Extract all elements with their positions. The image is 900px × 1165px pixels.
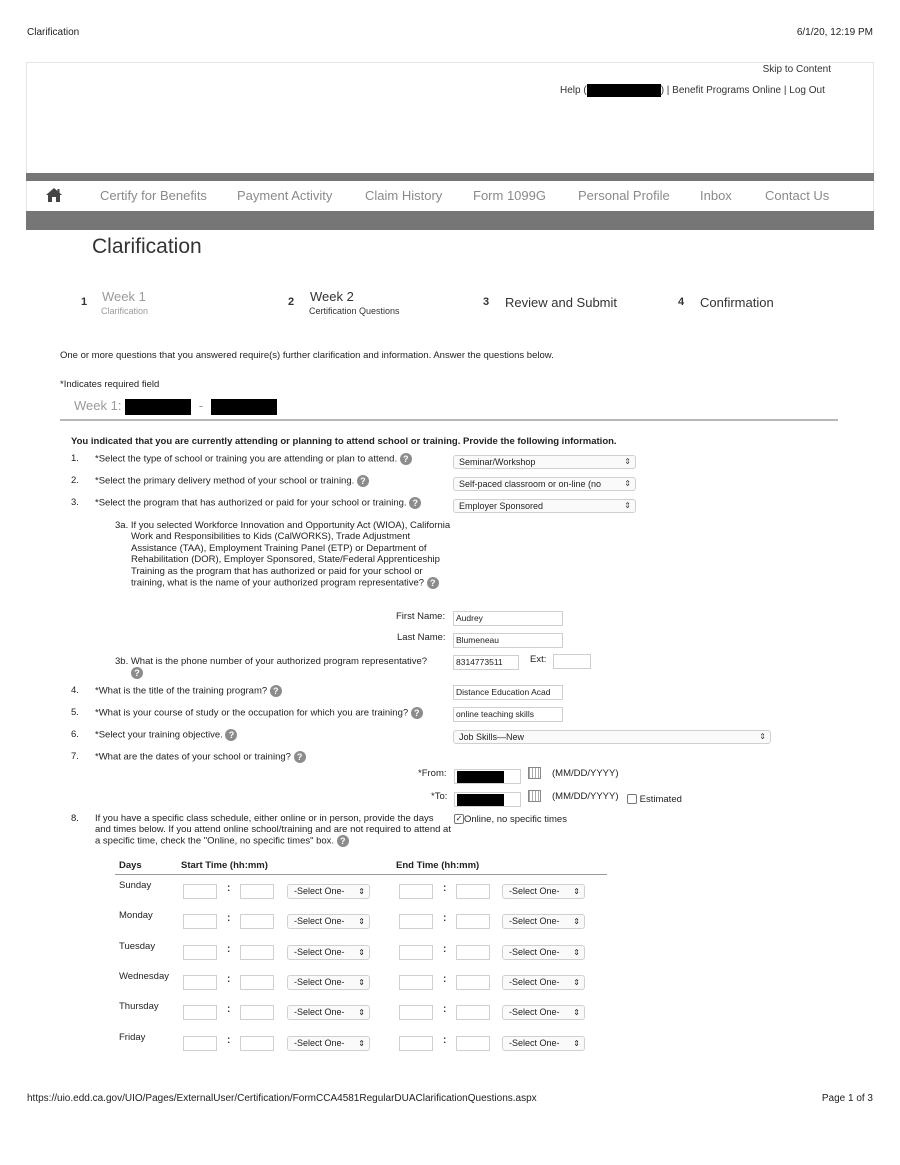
time-colon: : bbox=[227, 973, 231, 985]
chevron-updown-icon: ⇕ bbox=[358, 977, 365, 987]
chevron-updown-icon: ⇕ bbox=[573, 977, 580, 987]
end-time-header: End Time (hh:mm) bbox=[396, 860, 480, 871]
q3-select-value: Employer Sponsored bbox=[459, 501, 544, 511]
q2-text: *Select the primary delivery method of your school or training. bbox=[95, 475, 355, 487]
chevron-updown-icon: ⇕ bbox=[573, 1038, 580, 1048]
nav-claim-history[interactable]: Claim History bbox=[365, 188, 443, 203]
time-colon: : bbox=[227, 1004, 231, 1016]
select-value: -Select One- bbox=[294, 1037, 345, 1048]
q6-select-value: Job Skills—New bbox=[459, 732, 525, 742]
select-value: -Select One- bbox=[509, 1007, 560, 1018]
start-minute-input[interactable] bbox=[240, 914, 274, 929]
from-label: *From: bbox=[418, 768, 447, 779]
end-hour-input[interactable] bbox=[399, 884, 433, 899]
step-2-title: Week 2 bbox=[310, 289, 354, 304]
q7-text: *What are the dates of your school or training? bbox=[95, 751, 291, 763]
page-title: Clarification bbox=[92, 235, 202, 258]
select-value: -Select One- bbox=[509, 916, 560, 927]
start-hour-input[interactable] bbox=[183, 884, 217, 899]
calendar-icon[interactable] bbox=[528, 767, 541, 779]
start-ampm-select[interactable] bbox=[287, 914, 370, 929]
q8-number: 8. bbox=[71, 813, 79, 824]
q3a-text: 3a. If you selected Workforce Innovation and Opportunity Act (WIOA), California Work and Responsibilities to Kids (CalWORKS), Trade Adjustment Assistance (TAA), Employment Training Panel (ETP) or Department of Rehabilitation (DOR), Employer Sponsored, State/Federal Apprenticeship Training as the program that has authorized or paid for your school or training, what is the name of your authorized program representative? bbox=[115, 520, 451, 589]
from-date-input[interactable] bbox=[454, 769, 521, 784]
schedule-day-label: Friday bbox=[119, 1031, 146, 1043]
q6-text: *Select your training objective. bbox=[95, 729, 223, 741]
start-ampm-select[interactable] bbox=[287, 975, 370, 990]
chevron-updown-icon: ⇕ bbox=[573, 917, 580, 927]
select-value: -Select One- bbox=[294, 946, 345, 957]
help-icon[interactable]: ? bbox=[131, 667, 143, 679]
to-label: *To: bbox=[431, 791, 448, 802]
help-link-prefix[interactable]: Help ( bbox=[560, 85, 587, 97]
chevron-updown-icon: ⇕ bbox=[358, 887, 365, 896]
schedule-day-label: Wednesday bbox=[119, 970, 169, 982]
start-ampm-select[interactable] bbox=[287, 1005, 370, 1020]
nav-payment-activity[interactable]: Payment Activity bbox=[237, 188, 333, 203]
to-date-hint: (MM/DD/YYYY) bbox=[552, 791, 619, 802]
schedule-day-label: Sunday bbox=[119, 880, 152, 891]
print-header-title: Clarification bbox=[27, 27, 80, 38]
home-icon[interactable] bbox=[45, 187, 63, 208]
main-nav bbox=[26, 181, 874, 211]
time-colon: : bbox=[443, 1034, 447, 1046]
time-colon: : bbox=[227, 913, 231, 925]
chevron-updown-icon: ⇕ bbox=[358, 1038, 365, 1048]
help-icon[interactable]: ? bbox=[294, 751, 306, 763]
start-ampm-select[interactable] bbox=[287, 945, 370, 960]
select-value: -Select One- bbox=[294, 976, 345, 987]
table-header-rule bbox=[115, 874, 607, 875]
end-hour-input[interactable] bbox=[399, 945, 433, 960]
chevron-updown-icon: ⇕ bbox=[573, 947, 580, 957]
select-value: -Select One- bbox=[294, 916, 345, 927]
start-minute-input[interactable] bbox=[240, 884, 274, 899]
chevron-updown-icon: ⇕ bbox=[358, 917, 365, 927]
q1-number: 1. bbox=[71, 453, 79, 464]
help-icon[interactable]: ? bbox=[427, 577, 439, 589]
q2-select-value: Self-paced classroom or on-line (no bbox=[459, 479, 602, 489]
end-hour-input[interactable] bbox=[399, 1036, 433, 1051]
step-1-sub: Clarification bbox=[101, 306, 149, 316]
q2-number: 2. bbox=[71, 475, 79, 486]
q3b-text: 3b. What is the phone number of your authorized program representative? bbox=[115, 656, 428, 667]
chevron-updown-icon: ⇕ bbox=[573, 887, 580, 896]
select-value: -Select One- bbox=[294, 886, 345, 896]
redacted-block bbox=[587, 84, 661, 97]
nav-form-1099g[interactable]: Form 1099G bbox=[473, 188, 546, 203]
q3a-question bbox=[115, 520, 455, 589]
top-links bbox=[560, 84, 825, 97]
q3-program-select[interactable] bbox=[453, 499, 636, 513]
chevron-updown-icon: ⇕ bbox=[573, 1008, 580, 1018]
online-field bbox=[454, 814, 567, 825]
select-value: -Select One- bbox=[509, 946, 560, 957]
start-hour-input[interactable] bbox=[183, 945, 217, 960]
q3b-question bbox=[115, 656, 455, 679]
chevron-updown-icon: ⇕ bbox=[759, 732, 766, 741]
chevron-updown-icon: ⇕ bbox=[358, 1008, 365, 1018]
q3-question bbox=[95, 497, 421, 509]
end-minute-input[interactable] bbox=[456, 945, 490, 960]
q4-text: *What is the title of the training program? bbox=[95, 685, 268, 697]
program-title-input[interactable]: Distance Education Acad bbox=[453, 685, 563, 700]
step-4-title: Confirmation bbox=[700, 295, 774, 310]
end-minute-input[interactable] bbox=[456, 914, 490, 929]
chevron-updown-icon: ⇕ bbox=[624, 457, 631, 466]
redacted-block bbox=[457, 771, 504, 783]
step-2-number: 2 bbox=[288, 296, 295, 308]
skip-to-content-link[interactable]: Skip to Content bbox=[762, 64, 831, 75]
q8-question bbox=[95, 813, 451, 847]
help-icon[interactable]: ? bbox=[270, 685, 282, 697]
help-icon[interactable]: ? bbox=[411, 707, 423, 719]
print-footer-page: Page 1 of 3 bbox=[821, 1093, 873, 1104]
q7-number: 7. bbox=[71, 751, 79, 762]
print-footer-url: https://uio.edd.ca.gov/UIO/Pages/ExternalUser/Certification/FormCCA4581RegularDUAClarificationQuestions.aspx bbox=[27, 1093, 537, 1104]
end-minute-input[interactable] bbox=[456, 975, 490, 990]
time-colon: : bbox=[443, 913, 447, 925]
start-hour-input[interactable] bbox=[183, 975, 217, 990]
end-ampm-select[interactable] bbox=[502, 1036, 585, 1051]
q7-question bbox=[95, 751, 306, 763]
step-3-number: 3 bbox=[483, 296, 490, 308]
step-3-title: Review and Submit bbox=[505, 295, 617, 310]
help-icon[interactable]: ? bbox=[357, 475, 369, 487]
section-heading: You indicated that you are currently attending or planning to attend school or training. Provide the following information. bbox=[71, 436, 617, 447]
select-value: -Select One- bbox=[509, 1037, 560, 1048]
q1-select-value: Seminar/Workshop bbox=[459, 457, 536, 467]
week-range bbox=[74, 398, 277, 415]
start-minute-input[interactable] bbox=[240, 975, 274, 990]
end-minute-input[interactable] bbox=[456, 1036, 490, 1051]
q1-question bbox=[95, 453, 412, 465]
start-minute-input[interactable] bbox=[240, 945, 274, 960]
first-name-label: First Name: bbox=[396, 611, 446, 622]
start-minute-input[interactable] bbox=[240, 1005, 274, 1020]
required-note: *Indicates required field bbox=[60, 379, 160, 390]
help-icon[interactable]: ? bbox=[409, 497, 421, 509]
schedule-day-label: Monday bbox=[119, 910, 153, 922]
q4-number: 4. bbox=[71, 685, 79, 696]
print-header-datetime: 6/1/20, 12:19 PM bbox=[796, 27, 873, 38]
last-name-label: Last Name: bbox=[397, 632, 446, 643]
to-date-input[interactable] bbox=[454, 792, 521, 807]
nav-contact-us[interactable]: Contact Us bbox=[765, 188, 830, 203]
q4-question bbox=[95, 685, 282, 697]
online-no-specific-times-checkbox[interactable]: ✓ bbox=[455, 814, 463, 824]
start-minute-input[interactable] bbox=[240, 1036, 274, 1051]
end-minute-input[interactable] bbox=[456, 1005, 490, 1020]
help-icon[interactable]: ? bbox=[225, 729, 237, 741]
help-icon[interactable]: ? bbox=[400, 453, 412, 465]
time-colon: : bbox=[227, 1034, 231, 1046]
select-value: -Select One- bbox=[509, 976, 560, 987]
start-time-header: Start Time (hh:mm) bbox=[181, 860, 268, 871]
nav-personal-profile[interactable]: Personal Profile bbox=[578, 188, 670, 203]
time-colon: : bbox=[227, 883, 231, 894]
q1-school-type-select[interactable] bbox=[453, 455, 636, 469]
q8-text: If you have a specific class schedule, either online or in person, provide the days and times below. If you attend online school/training and are not required to attend at a specific time, check the "Online, no specific times" box. bbox=[95, 813, 451, 847]
step-4-number: 4 bbox=[678, 296, 685, 308]
last-name-input[interactable]: Blumeneau bbox=[453, 633, 563, 648]
chevron-updown-icon: ⇕ bbox=[624, 479, 631, 488]
rep-phone-input[interactable]: 8314773511 bbox=[453, 655, 519, 670]
days-header: Days bbox=[119, 860, 142, 871]
start-hour-input[interactable] bbox=[183, 1005, 217, 1020]
q5-number: 5. bbox=[71, 707, 79, 718]
q6-number: 6. bbox=[71, 729, 79, 740]
course-of-study-input[interactable]: online teaching skills bbox=[453, 707, 563, 722]
training-objective-select[interactable] bbox=[453, 730, 771, 744]
calendar-icon[interactable] bbox=[528, 790, 541, 802]
start-ampm-select[interactable] bbox=[287, 1036, 370, 1051]
intro-text: One or more questions that you answered require(s) further clarification and information. Answer the questions below. bbox=[60, 350, 554, 361]
q6-question bbox=[95, 729, 237, 741]
nav-certify-for-benefits[interactable]: Certify for Benefits bbox=[100, 188, 207, 203]
redacted-block bbox=[457, 794, 504, 806]
estimated-label: Estimated bbox=[639, 794, 682, 805]
redacted-block bbox=[211, 399, 277, 415]
select-value: -Select One- bbox=[294, 1007, 345, 1018]
q5-text: *What is your course of study or the occupation for which you are training? bbox=[95, 707, 409, 719]
time-colon: : bbox=[443, 883, 447, 894]
end-hour-input[interactable] bbox=[399, 914, 433, 929]
select-value: -Select One- bbox=[509, 886, 560, 896]
start-hour-input[interactable] bbox=[183, 914, 217, 929]
end-ampm-select[interactable] bbox=[502, 975, 585, 990]
nav-inbox[interactable]: Inbox bbox=[700, 188, 732, 203]
estimated-checkbox[interactable] bbox=[627, 794, 637, 804]
rep-ext-input[interactable] bbox=[553, 654, 591, 669]
q3-text: *Select the program that has authorized or paid for your school or training. bbox=[95, 497, 407, 509]
nav-bar-top-stripe bbox=[26, 173, 874, 181]
end-ampm-select[interactable] bbox=[502, 945, 585, 960]
start-hour-input[interactable] bbox=[183, 1036, 217, 1051]
q2-question bbox=[95, 475, 369, 487]
step-2-sub: Certification Questions bbox=[309, 306, 400, 316]
schedule-day-label: Thursday bbox=[119, 1001, 159, 1013]
ext-label: Ext: bbox=[530, 654, 547, 665]
divider bbox=[60, 419, 838, 421]
account-links[interactable]: ) | Benefit Programs Online | Log Out bbox=[660, 85, 825, 97]
end-ampm-select[interactable] bbox=[502, 914, 585, 929]
chevron-updown-icon: ⇕ bbox=[624, 501, 631, 510]
end-minute-input[interactable] bbox=[456, 884, 490, 899]
step-1-title: Week 1 bbox=[102, 289, 146, 304]
start-ampm-select[interactable] bbox=[287, 884, 370, 899]
first-name-input[interactable]: Audrey bbox=[453, 611, 563, 626]
online-label: Online, no specific times bbox=[464, 814, 567, 825]
q5-question bbox=[95, 707, 423, 719]
schedule-day-label: Tuesday bbox=[119, 940, 156, 952]
time-colon: : bbox=[443, 973, 447, 985]
q3-number: 3. bbox=[71, 497, 79, 508]
end-ampm-select[interactable] bbox=[502, 1005, 585, 1020]
week-dash: - bbox=[198, 398, 204, 413]
end-hour-input[interactable] bbox=[399, 975, 433, 990]
time-colon: : bbox=[227, 943, 231, 955]
end-ampm-select[interactable] bbox=[502, 884, 585, 899]
q2-delivery-method-select[interactable] bbox=[453, 477, 636, 491]
nav-bar-bottom-stripe bbox=[26, 211, 874, 230]
q1-text: *Select the type of school or training you are attending or plan to attend. bbox=[95, 453, 398, 465]
estimated-field bbox=[627, 794, 682, 805]
from-date-hint: (MM/DD/YYYY) bbox=[552, 768, 619, 779]
redacted-block bbox=[125, 399, 191, 415]
week-label: Week 1: bbox=[74, 398, 122, 413]
time-colon: : bbox=[443, 943, 447, 955]
time-colon: : bbox=[443, 1004, 447, 1016]
chevron-updown-icon: ⇕ bbox=[358, 947, 365, 957]
help-icon[interactable]: ? bbox=[337, 835, 349, 847]
end-hour-input[interactable] bbox=[399, 1005, 433, 1020]
step-1-number: 1 bbox=[81, 296, 88, 308]
